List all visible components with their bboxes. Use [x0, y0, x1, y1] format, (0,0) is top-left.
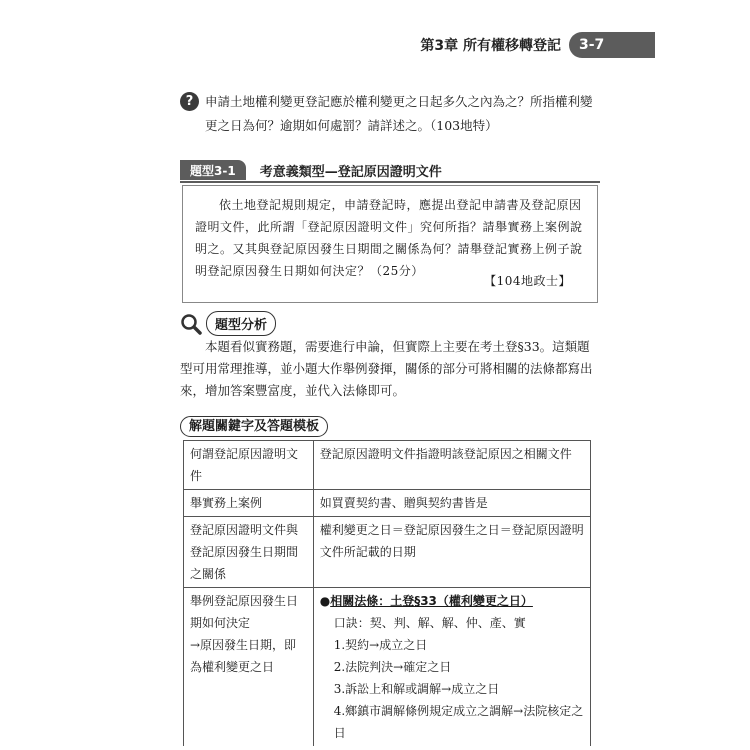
chapter-header	[406, 32, 655, 58]
table-row	[184, 490, 591, 517]
table-value-cell	[313, 588, 590, 747]
analysis-heading	[180, 311, 276, 336]
table-value: 登記原因證明文件指證明該登記原因之相關文件	[313, 441, 590, 490]
keywords-label: 解題關鍵字及答題模板	[180, 416, 328, 437]
list-item: 1.契約→成立之日	[333, 638, 428, 652]
analysis-label: 題型分析	[206, 311, 276, 336]
type-title: 考意義類型—登記原因證明文件	[259, 164, 442, 180]
exam-question-text: 依土地登記規則規定，申請登記時，應提出登記申請書及登記原因證明文件，此所謂「登記原因證明文件」究何所指？請舉實務上案例說明之。又其與登記原因發生日期間之關係為何？請舉登記實務上例子說明登記原因發生日期如何決定？（25分）	[195, 198, 583, 278]
law-reference	[320, 590, 584, 612]
keywords-heading	[180, 415, 328, 434]
table-value: 如買賣契約書、贈與契約書皆是	[313, 490, 590, 517]
question-icon: ?	[180, 92, 199, 111]
table-key: 舉實務上案例	[184, 490, 314, 517]
type-heading	[180, 160, 600, 180]
type-tag: 題型3-1	[180, 160, 246, 180]
keywords-table	[183, 440, 591, 746]
chapter-title: 第3章 所有權移轉登記	[420, 38, 561, 54]
list-item: 3.訴訟上和解或調解→成立之日	[333, 682, 500, 696]
table-key: 何謂登記原因證明文件	[184, 441, 314, 490]
list-item: 2.法院判決→確定之日	[333, 660, 452, 674]
table-key: 登記原因證明文件與登記原因發生日期間之關係	[184, 517, 314, 588]
bullet-icon: ●	[319, 594, 331, 608]
question-text: 申請土地權利變更登記應於權利變更之日起多久之內為之？所指權利變更之日為何？逾期如何處罰？請詳述之。（103地特）	[205, 94, 593, 133]
law-text: 相關法條：土登§33（權利變更之日）	[330, 594, 533, 608]
page-number: 3-7	[569, 32, 655, 58]
table-key-note: →原因發生日期，即為權利變更之日	[190, 638, 297, 674]
analysis-text: 本題看似實務題，需要進行申論，但實際上主要在考土登§33。這類題型可用常理推導，並小題大作舉例發揮，關係的部分可將相關的法條都寫出來，增加答案豐富度，並代入法條即可。	[180, 339, 593, 398]
analysis-text-block	[180, 336, 600, 402]
mnemonic-text: 口訣：契、判、解、解、仲、產、實	[333, 616, 526, 630]
list-item: 4.鄉鎮市調解條例規定成立之調解→法院核定之日	[333, 704, 584, 740]
question-block	[180, 90, 600, 138]
magnifier-icon	[180, 313, 202, 335]
table-row	[184, 517, 591, 588]
exam-source: 【104地政士】	[484, 274, 571, 288]
table-row	[184, 441, 591, 490]
table-value: 權利變更之日＝登記原因發生之日＝登記原因證明文件所記載的日期	[313, 517, 590, 588]
table-row	[184, 588, 591, 747]
table-key: 舉例登記原因發生日期如何決定	[190, 594, 299, 630]
exam-question-box	[182, 185, 598, 303]
table-key-cell	[184, 588, 314, 747]
type-divider	[180, 181, 600, 183]
